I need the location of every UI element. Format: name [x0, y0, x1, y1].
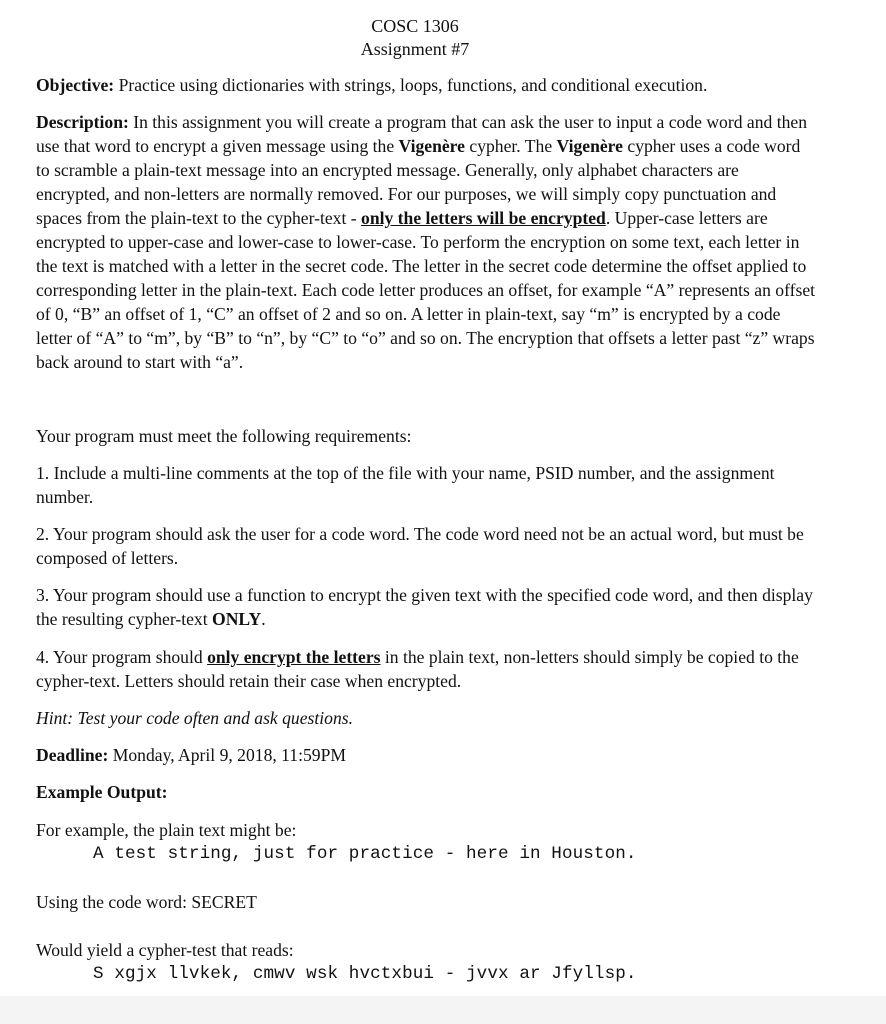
yield-line: Would yield a cypher-test that reads:	[36, 940, 294, 960]
requirement-1: 1. Include a multi-line comments at the top of the file with your name, PSID number, and the assignment number.	[36, 463, 775, 507]
course-title: COSC 1306	[371, 16, 459, 36]
objective-label: Objective:	[36, 75, 115, 95]
requirement-4-text-b: in the plain text, non-letters should simply be copied to the cypher-text. Letters should retain their case when encrypted.	[36, 647, 799, 691]
requirement-4-text-a: 4. Your program should	[36, 647, 208, 667]
deadline-text: Monday, April 9, 2018, 11:59PM	[108, 745, 347, 765]
description-text-2: cypher. The	[465, 136, 557, 156]
plain-text-example: A test string, just for practice - here in Houston.	[93, 844, 637, 864]
description-label: Description:	[36, 112, 129, 132]
vigenere-term-1: Vigenère	[398, 136, 465, 156]
requirement-3-only: ONLY	[212, 609, 262, 629]
example-intro: For example, the plain text might be:	[36, 820, 297, 840]
requirement-3-text: 3. Your program should use a function to encrypt the given text with the specified code word, and then display the resulting cypher-text	[36, 585, 813, 629]
hint-line: Hint: Test your code often and ask questions.	[36, 708, 353, 728]
requirement-3	[36, 583, 816, 631]
vigenere-term-2: Vigenère	[556, 136, 623, 156]
example-output-heading: Example Output:	[36, 782, 168, 802]
deadline-line	[36, 743, 816, 767]
description-text-1: In this assignment you will create a program that can ask the user to input a code word and then use that word to encrypt a given message using the	[36, 112, 807, 156]
code-word-line: Using the code word: SECRET	[36, 892, 257, 912]
requirement-2: 2. Your program should ask the user for a code word. The code word need not be an actual word, but must be composed of letters.	[36, 524, 804, 568]
description-text-4: . Upper-case letters are encrypted to upper-case and lower-case to lower-case. To perform the encryption on some text, each letter in the text is matched with a letter in the secret code. The letter in the secret code determine the offset applied to corresponding letter in the plain-text. Each code letter produces an offset, for example “A” represents an offset of 0, “B” an offset of 1, “C” an offset of 2 and so on. A letter in plain-text, say “m” is encrypted by a code letter of “A” to “m”, by “B” to “n”, by “C” to “o” and so on. The encryption that offsets a letter past “z” wraps back around to start with “a”.	[36, 208, 816, 372]
requirement-4-emphasis: only encrypt the letters	[207, 647, 381, 667]
deadline-label: Deadline:	[36, 745, 109, 765]
cypher-text-example: S xgjx llvkek, cmwv wsk hvctxbui - jvvx ar Jfyllsp.	[93, 964, 637, 984]
letters-encrypted-emphasis: only the letters will be encrypted	[361, 208, 606, 228]
requirement-4	[36, 645, 816, 693]
description-text-3: cypher uses a code word to scramble a plain-text message into an encrypted message. Generally, only alphabet characters are encrypted, and non-letters are normally removed. For our purposes, we will simply copy punctuation and spaces from the plain-text to the cypher-text -	[36, 136, 801, 228]
objective-text: Practice using dictionaries with strings, loops, functions, and conditional execution.	[114, 75, 708, 95]
requirements-intro: Your program must meet the following requirements:	[36, 426, 412, 446]
assignment-title: Assignment #7	[360, 39, 470, 59]
page-bottom-edge	[0, 996, 886, 1024]
requirement-3-period: .	[261, 609, 266, 629]
description-paragraph	[36, 110, 816, 374]
objective-paragraph	[36, 73, 816, 97]
